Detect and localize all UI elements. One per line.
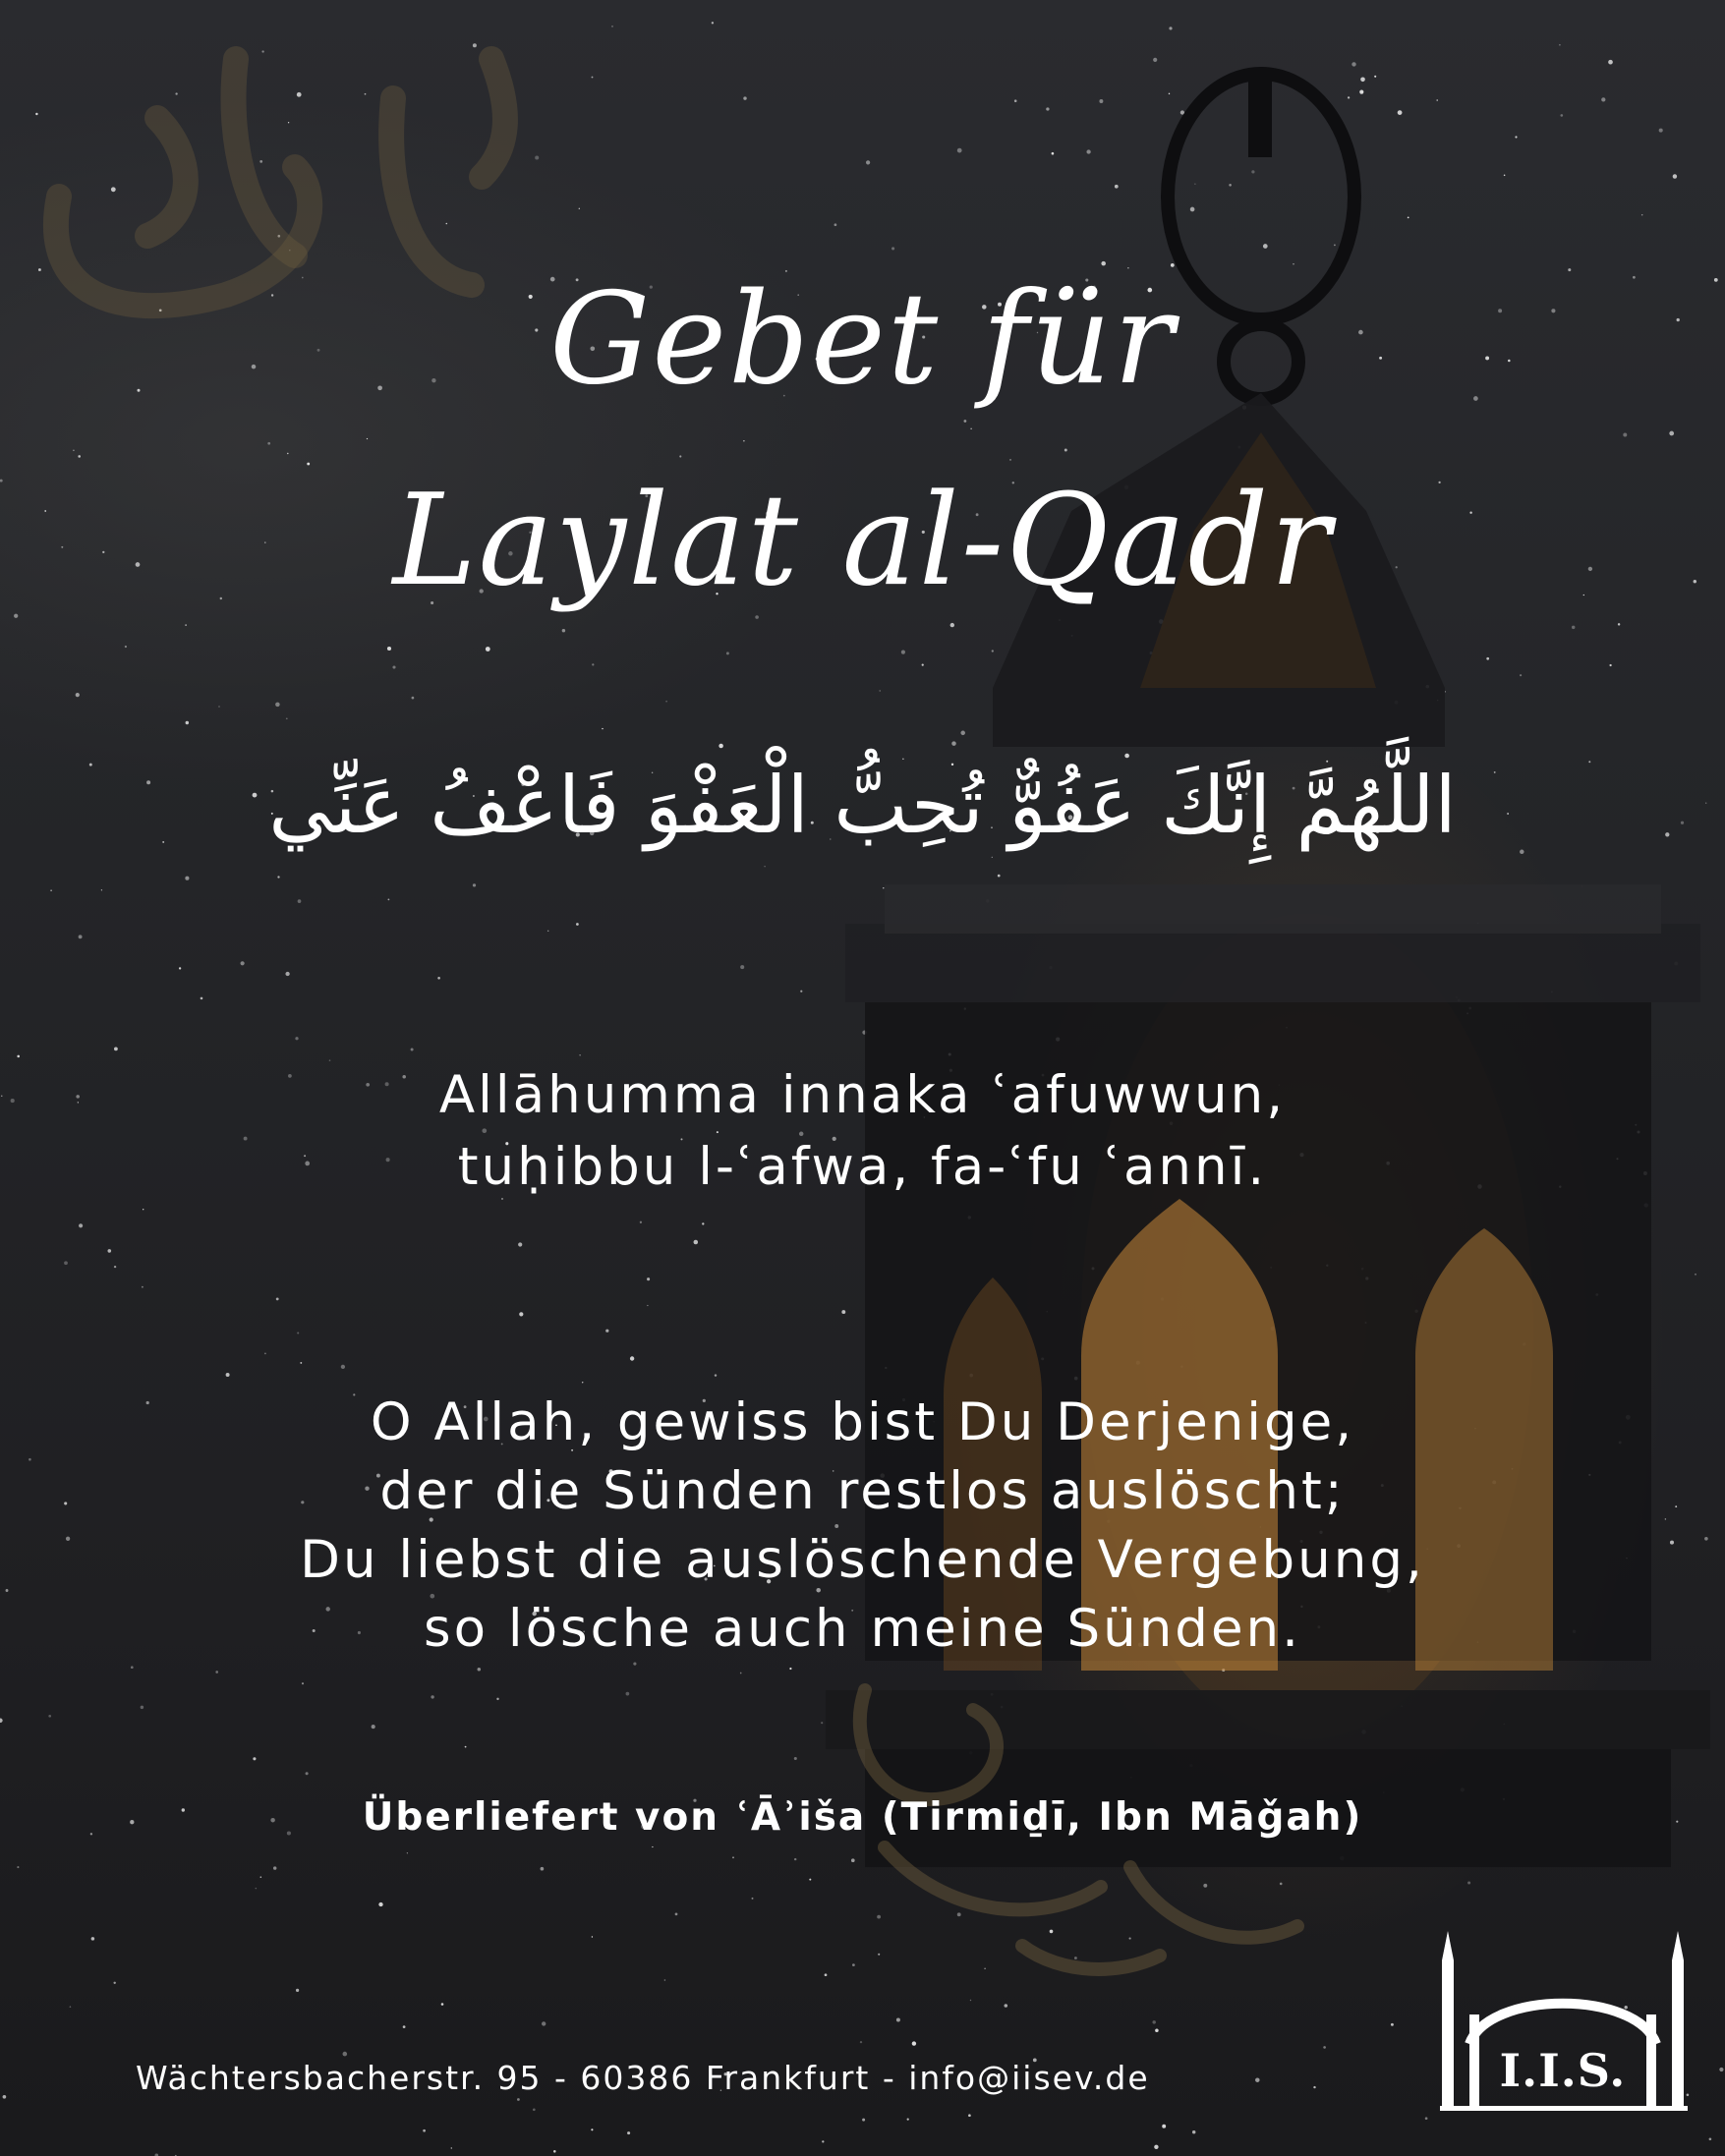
translation-line: Du liebst die auslöschende Vergebung, [300,1530,1425,1590]
transliteration-line: Allāhumma innaka ʿafuwwun, [438,1065,1287,1125]
german-translation [0,1389,1725,1664]
page-title-line-1: Gebet für [549,265,1176,413]
transliteration-line: tuḥibbu l-ʿafwa, fa-ʿfu ʿannī. [457,1137,1268,1197]
hadith-source: Überliefert von ʿĀʾiša (Tirmiḏī, Ibn Māǧah) [362,1795,1363,1840]
page-title-line-2: Laylat al-Qadr [392,467,1333,614]
translation-line: O Allah, gewiss bist Du Derjenige, [370,1392,1355,1452]
translation-line: der die Sünden restlos auslöscht; [379,1461,1346,1521]
arabic-prayer-text: اللَّهُمَّ إِنَّكَ عَفُوٌّ تُحِبُّ الْعَفْوَ فَاعْفُ عَنِّي [268,760,1457,851]
translation-line: so lösche auch meine Sünden. [423,1599,1301,1659]
footer-address: Wächtersbacherstr. 95 - 60386 Frankfurt - info@iisev.de [136,2059,1150,2097]
transliteration [0,1059,1725,1203]
iis-logo [1430,1921,1696,2118]
logo-text: I.I.S. [1499,2044,1627,2097]
